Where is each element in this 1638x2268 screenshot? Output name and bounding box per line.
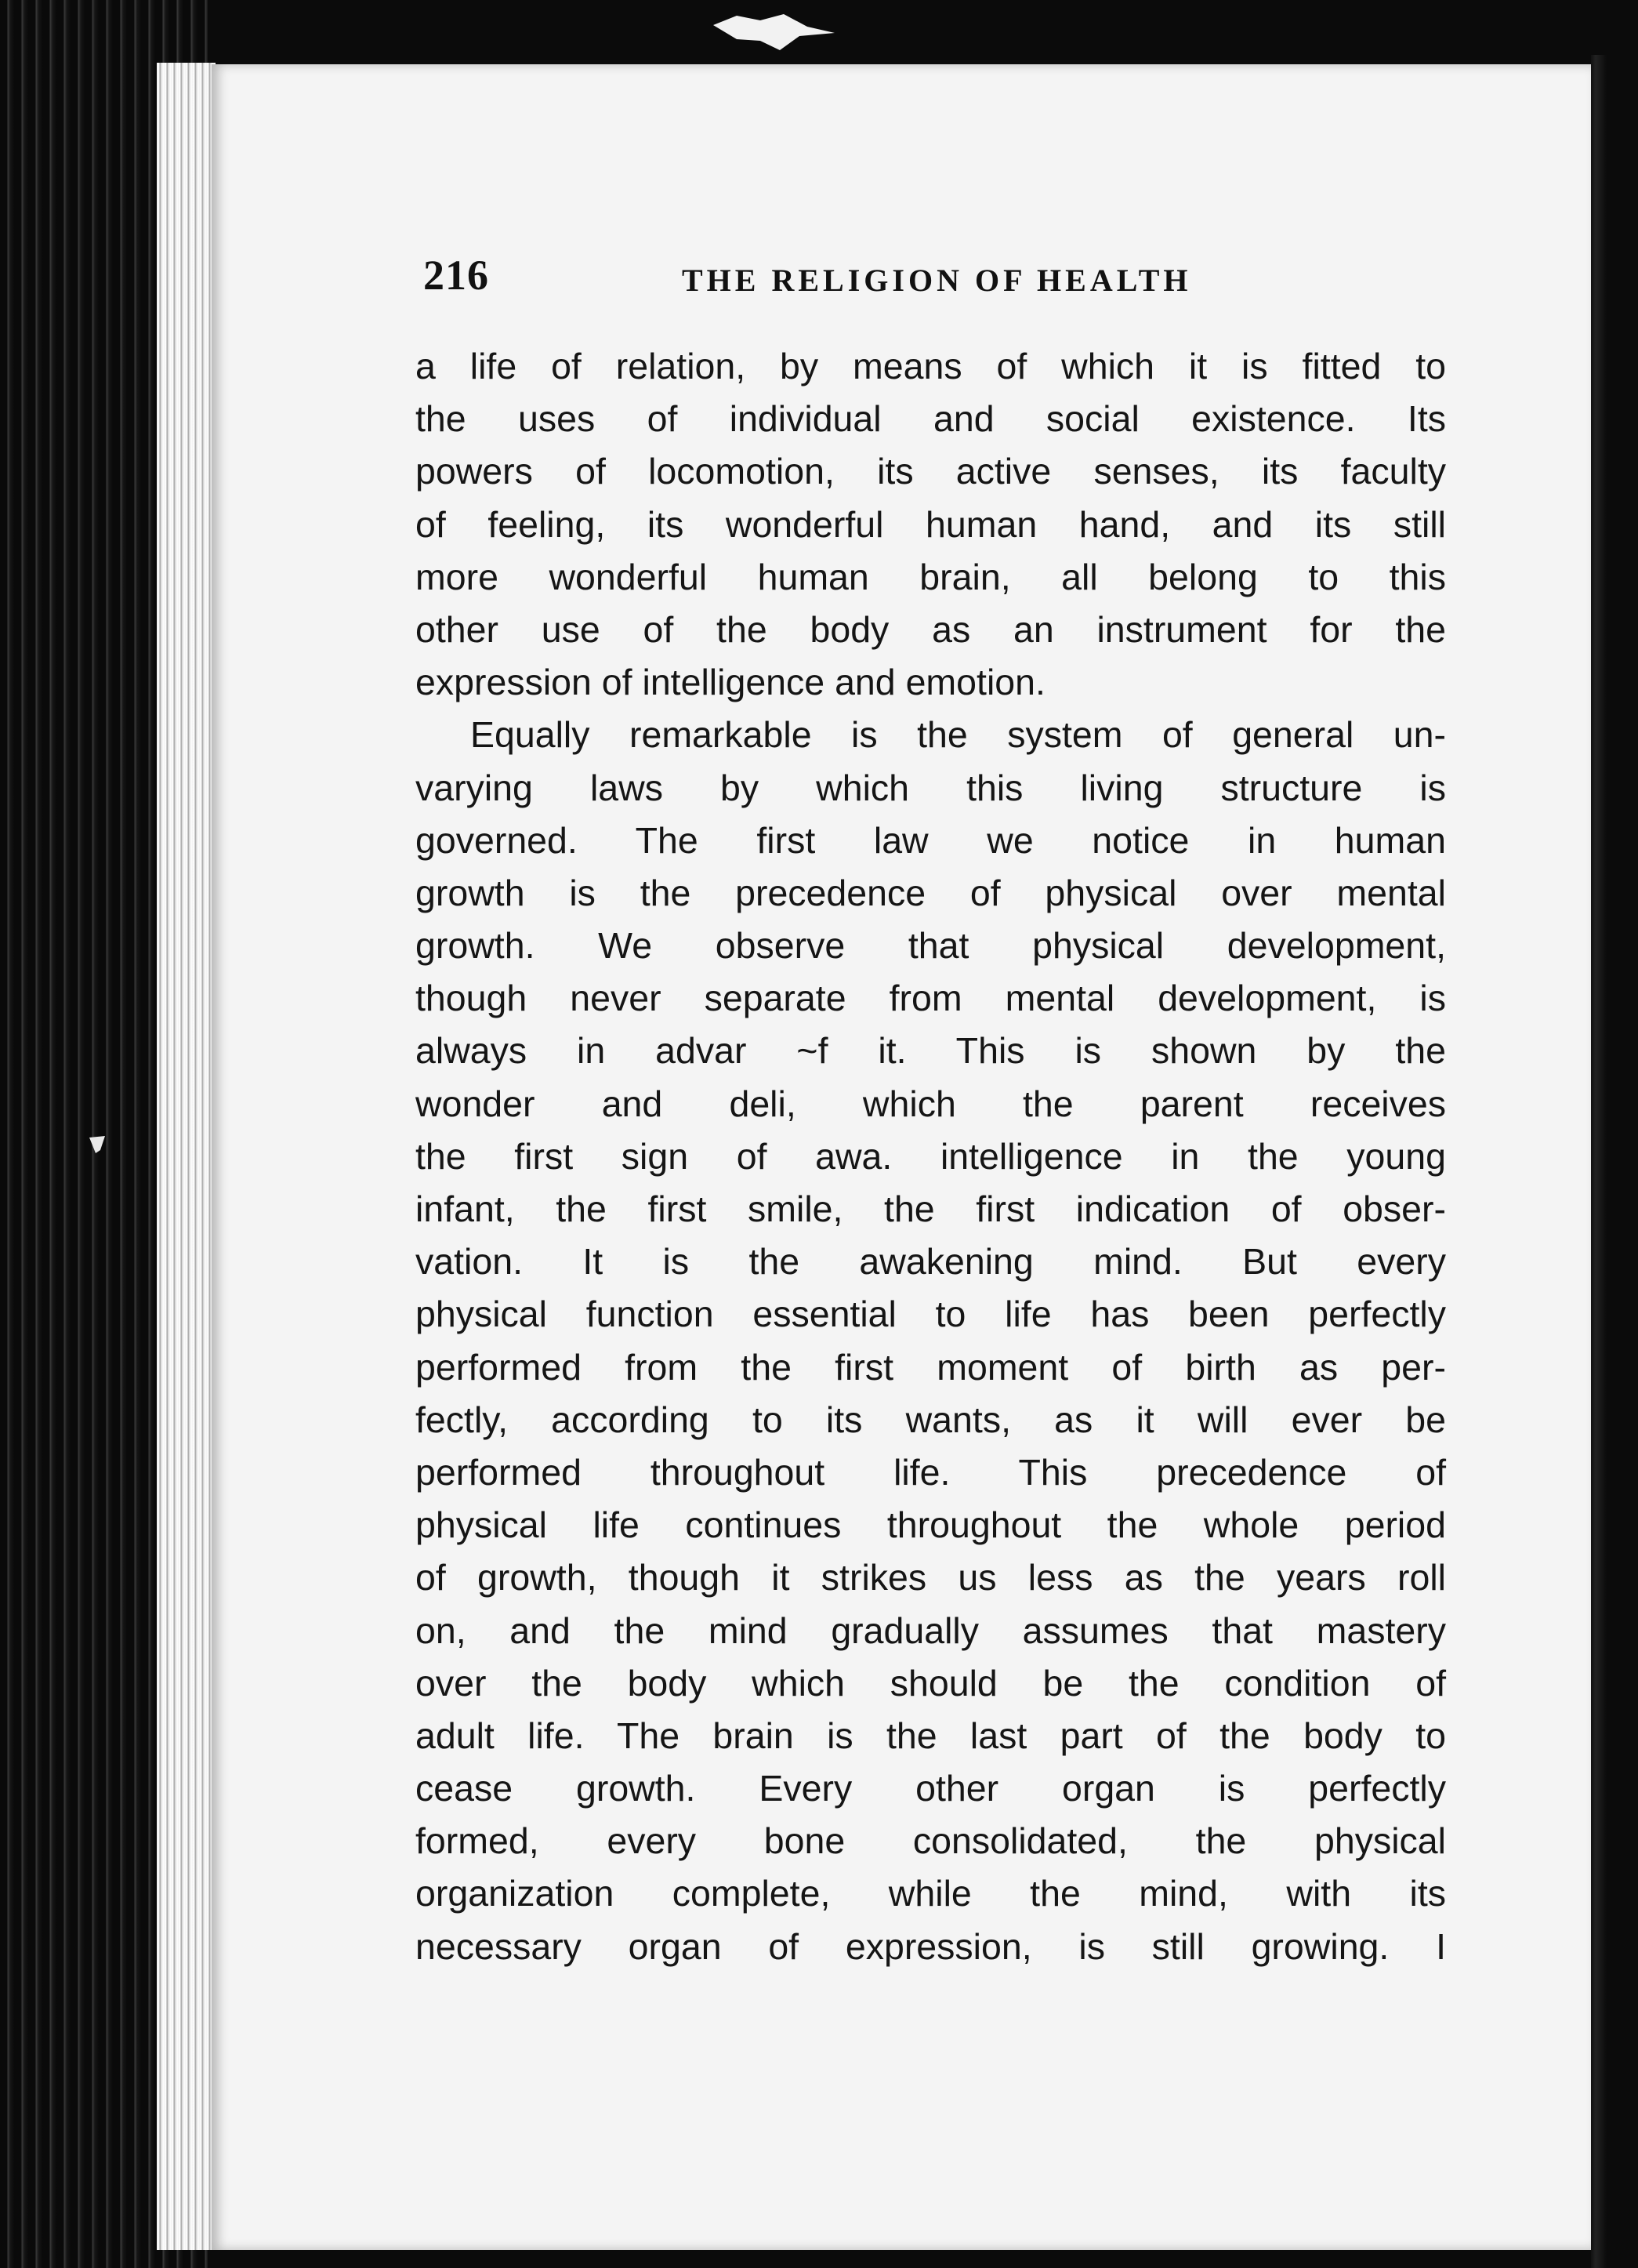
- text-line: performed from the first moment of birth as per-: [415, 1346, 1446, 1388]
- text-line: physical function essential to life has been perfectly: [415, 1294, 1446, 1335]
- text-line: varying laws by which this living structure is: [415, 767, 1446, 808]
- text-line: vation. It is the awakening mind. But every: [415, 1241, 1446, 1283]
- text-line: the first sign of awa. intelligence in the young: [415, 1135, 1446, 1177]
- text-line: physical life continues throughout the whole period: [415, 1504, 1446, 1546]
- right-page-edge: [1591, 55, 1638, 2268]
- text-line: other use of the body as an instrument for the: [415, 608, 1446, 650]
- text-line: over the body which should be the condition of: [415, 1662, 1446, 1704]
- text-line: performed throughout life. This precedence of: [415, 1451, 1446, 1493]
- text-line: fectly, according to its wants, as it will ever be: [415, 1399, 1446, 1440]
- text-line: necessary organ of expression, is still growing. I: [415, 1925, 1446, 1967]
- text-line: on, and the mind gradually assumes that mastery: [415, 1609, 1446, 1651]
- top-debris-mark: [705, 9, 839, 56]
- text-line: governed. The first law we notice in human: [415, 819, 1446, 861]
- text-line: growth. We observe that physical development,: [415, 925, 1446, 967]
- page-header: [423, 251, 1207, 314]
- page-number: 216: [423, 252, 489, 299]
- text-line: expression of intelligence and emotion.: [415, 662, 1045, 703]
- text-line: though never separate from mental development, is: [415, 978, 1446, 1019]
- page-stack-edge: [157, 63, 216, 2250]
- text-line: Equally remarkable is the system of general un-: [470, 714, 1446, 756]
- text-line: adult life. The brain is the last part of the body to: [415, 1715, 1446, 1756]
- text-line: more wonderful human brain, all belong to this: [415, 556, 1446, 597]
- running-head: THE RELIGION OF HEALTH: [682, 263, 1192, 298]
- body-text: [415, 340, 1446, 1973]
- text-line: infant, the first smile, the first indication of obser-: [415, 1188, 1446, 1229]
- text-line: the uses of individual and social existence. Its: [415, 398, 1446, 440]
- text-line: of growth, though it strikes us less as the years roll: [415, 1557, 1446, 1598]
- text-line: powers of locomotion, its active senses, its faculty: [415, 451, 1446, 492]
- text-line: growth is the precedence of physical over mental: [415, 872, 1446, 913]
- text-line: of feeling, its wonderful human hand, and its still: [415, 503, 1446, 545]
- text-line: organization complete, while the mind, with its: [415, 1873, 1446, 1914]
- text-line: wonder and deli, which the parent receives: [415, 1083, 1446, 1124]
- text-line: formed, every bone consolidated, the physical: [415, 1820, 1446, 1862]
- text-line: a life of relation, by means of which it is fitted to: [415, 346, 1446, 386]
- text-line: cease growth. Every other organ is perfectly: [415, 1768, 1446, 1809]
- margin-speck: [86, 1133, 110, 1156]
- text-line: always in advar ~f it. This is shown by the: [415, 1030, 1446, 1072]
